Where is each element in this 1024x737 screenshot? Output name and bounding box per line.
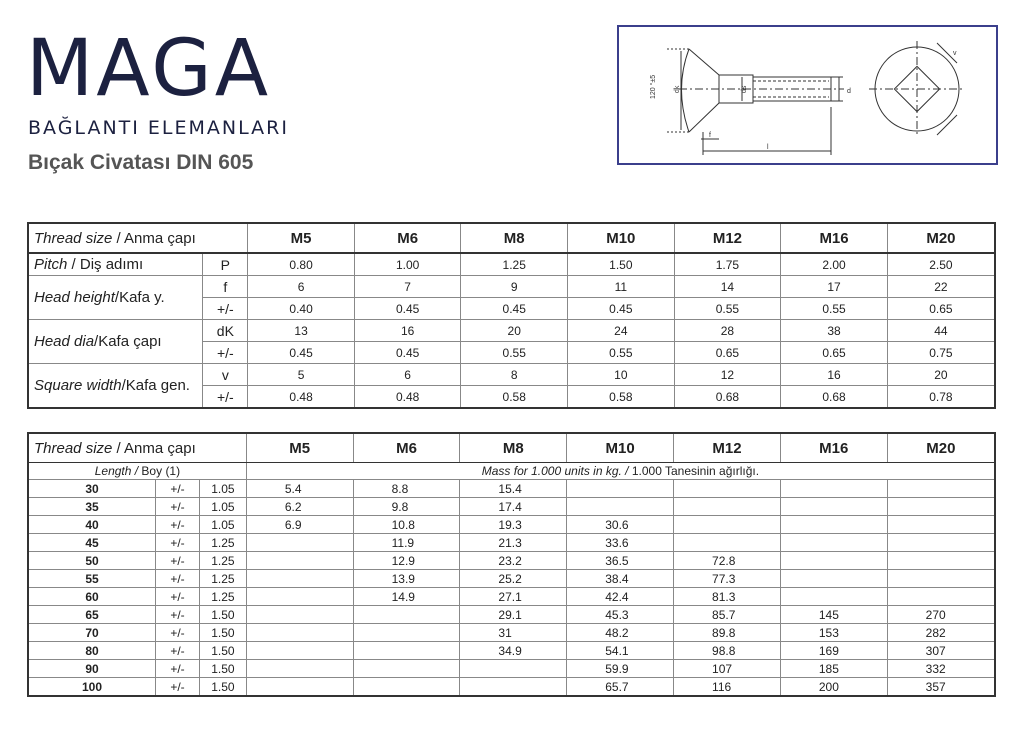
mass-cell: 72.8 xyxy=(674,552,781,570)
length-cell: 35 xyxy=(28,498,156,516)
square-width-row xyxy=(28,364,995,386)
mass-units-header: Mass for 1.000 units in kg. / 1.000 Tanesinin ağırlığı. xyxy=(246,463,995,480)
mass-cell xyxy=(887,516,995,534)
mass-row xyxy=(28,642,995,660)
tolerance-symbol: +/- xyxy=(203,386,248,409)
head-dia-row xyxy=(28,320,995,342)
mass-cell xyxy=(246,588,353,606)
tolerance-cell: 0.58 xyxy=(568,386,675,409)
pitch-row xyxy=(28,253,995,276)
head-dia-cell: 38 xyxy=(781,320,888,342)
mass-row xyxy=(28,480,995,498)
tolerance-sign-cell: +/- xyxy=(156,660,200,678)
pitch-label: Pitch / Diş adımı xyxy=(28,253,203,276)
mass-cell xyxy=(780,588,887,606)
mass-cell: 169 xyxy=(780,642,887,660)
mass-row xyxy=(28,606,995,624)
head-height-row xyxy=(28,276,995,298)
dimension-spec-table xyxy=(27,222,996,409)
tolerance-cell: 0.45 xyxy=(354,298,461,320)
tolerance-cell: 0.68 xyxy=(674,386,781,409)
size-header: M12 xyxy=(674,433,781,463)
mass-cell: 307 xyxy=(887,642,995,660)
mass-cell: 13.9 xyxy=(353,570,460,588)
tolerance-cell: 0.65 xyxy=(887,298,995,320)
mass-cell: 38.4 xyxy=(567,570,674,588)
mass-cell: 21.3 xyxy=(460,534,567,552)
mass-cell xyxy=(353,606,460,624)
head-height-cell: 14 xyxy=(674,276,781,298)
square-width-cell: 5 xyxy=(248,364,355,386)
tolerance-sign-cell: +/- xyxy=(156,678,200,697)
pitch-cell: 2.00 xyxy=(781,253,888,276)
mass-cell xyxy=(780,552,887,570)
tolerance-cell: 0.78 xyxy=(887,386,995,409)
length-tolerance-cell: 1.25 xyxy=(199,534,246,552)
mass-cell: 59.9 xyxy=(567,660,674,678)
bolt-technical-drawing xyxy=(617,25,998,165)
mass-cell xyxy=(887,480,995,498)
tolerance-cell: 0.65 xyxy=(674,342,781,364)
mass-cell: 45.3 xyxy=(567,606,674,624)
tolerance-cell: 0.48 xyxy=(354,386,461,409)
length-tolerance-cell: 1.50 xyxy=(199,678,246,697)
square-width-cell: 20 xyxy=(887,364,995,386)
tolerance-cell: 0.65 xyxy=(781,342,888,364)
mass-row xyxy=(28,516,995,534)
head-dia-cell: 13 xyxy=(248,320,355,342)
mass-cell xyxy=(780,498,887,516)
mass-cell xyxy=(353,678,460,697)
mass-cell: 11.9 xyxy=(353,534,460,552)
square-width-cell: 16 xyxy=(781,364,888,386)
size-header: M8 xyxy=(461,223,568,253)
mass-cell xyxy=(460,678,567,697)
mass-cell xyxy=(780,534,887,552)
mass-cell: 98.8 xyxy=(674,642,781,660)
tolerance-cell: 0.68 xyxy=(781,386,888,409)
mass-cell: 14.9 xyxy=(353,588,460,606)
head-dia-cell: 16 xyxy=(354,320,461,342)
size-header: M16 xyxy=(781,223,888,253)
mass-row xyxy=(28,660,995,678)
mass-cell xyxy=(246,570,353,588)
mass-cell: 23.2 xyxy=(460,552,567,570)
length-cell: 40 xyxy=(28,516,156,534)
tolerance-cell: 0.55 xyxy=(781,298,888,320)
tolerance-cell: 0.55 xyxy=(674,298,781,320)
mass-cell: 116 xyxy=(674,678,781,697)
head-height-label: Head height/Kafa y. xyxy=(28,276,203,320)
length-cell: 60 xyxy=(28,588,156,606)
head-dia-cell: 28 xyxy=(674,320,781,342)
length-cell: 70 xyxy=(28,624,156,642)
mass-cell xyxy=(887,552,995,570)
d-label: d xyxy=(847,88,851,95)
mass-cell xyxy=(567,498,674,516)
head-dia-symbol: dK xyxy=(203,320,248,342)
length-tolerance-cell: 1.50 xyxy=(199,606,246,624)
head-dia-cell: 20 xyxy=(461,320,568,342)
length-cell: 65 xyxy=(28,606,156,624)
length-tolerance-cell: 1.25 xyxy=(199,570,246,588)
length-tolerance-cell: 1.50 xyxy=(199,642,246,660)
mass-cell xyxy=(674,516,781,534)
mass-table xyxy=(27,432,996,697)
mass-cell xyxy=(353,660,460,678)
head-height-cell: 22 xyxy=(887,276,995,298)
mass-cell xyxy=(887,498,995,516)
mass-cell xyxy=(246,642,353,660)
mass-cell: 42.4 xyxy=(567,588,674,606)
tolerance-sign-cell: +/- xyxy=(156,570,200,588)
length-cell: 55 xyxy=(28,570,156,588)
head-height-cell: 6 xyxy=(248,276,355,298)
mass-row xyxy=(28,678,995,697)
mass-cell: 6.9 xyxy=(246,516,353,534)
mass-cell: 185 xyxy=(780,660,887,678)
mass-header-row xyxy=(28,433,995,463)
pitch-cell: 1.25 xyxy=(461,253,568,276)
square-width-cell: 12 xyxy=(674,364,781,386)
tolerance-cell: 0.48 xyxy=(248,386,355,409)
size-header: M8 xyxy=(460,433,567,463)
mass-cell: 25.2 xyxy=(460,570,567,588)
mass-cell xyxy=(353,624,460,642)
size-header: M12 xyxy=(674,223,781,253)
brand-logo: MAGA xyxy=(26,24,272,114)
size-header: M20 xyxy=(887,433,995,463)
length-cell: 30 xyxy=(28,480,156,498)
tolerance-sign-cell: +/- xyxy=(156,606,200,624)
mass-cell xyxy=(246,606,353,624)
mass-cell xyxy=(246,624,353,642)
v-label: v xyxy=(953,50,957,57)
length-tolerance-cell: 1.05 xyxy=(199,480,246,498)
mass-row xyxy=(28,588,995,606)
mass-cell: 107 xyxy=(674,660,781,678)
pitch-cell: 0.80 xyxy=(248,253,355,276)
mass-cell xyxy=(567,480,674,498)
length-tolerance-cell: 1.25 xyxy=(199,588,246,606)
size-header: M10 xyxy=(567,433,674,463)
mass-cell: 54.1 xyxy=(567,642,674,660)
tolerance-cell: 0.58 xyxy=(461,386,568,409)
spec-header-row xyxy=(28,223,995,253)
tolerance-cell: 0.55 xyxy=(461,342,568,364)
mass-cell: 200 xyxy=(780,678,887,697)
mass-cell: 19.3 xyxy=(460,516,567,534)
length-tolerance-cell: 1.05 xyxy=(199,516,246,534)
mass-cell: 15.4 xyxy=(460,480,567,498)
length-cell: 100 xyxy=(28,678,156,697)
mass-cell xyxy=(887,534,995,552)
tolerance-sign-cell: +/- xyxy=(156,516,200,534)
mass-row xyxy=(28,570,995,588)
thread-size-header: Thread size / Anma çapı xyxy=(28,223,248,253)
head-height-symbol: f xyxy=(203,276,248,298)
head-height-cell: 7 xyxy=(354,276,461,298)
pitch-cell: 2.50 xyxy=(887,253,995,276)
tolerance-cell: 0.45 xyxy=(248,342,355,364)
pitch-symbol: P xyxy=(203,253,248,276)
mass-cell: 30.6 xyxy=(567,516,674,534)
tolerance-cell: 0.55 xyxy=(568,342,675,364)
size-header: M16 xyxy=(780,433,887,463)
mass-cell: 282 xyxy=(887,624,995,642)
tolerance-sign-cell: +/- xyxy=(156,534,200,552)
head-dia-cell: 24 xyxy=(568,320,675,342)
thread-size-header: Thread size / Anma çapı xyxy=(28,433,246,463)
mass-cell: 6.2 xyxy=(246,498,353,516)
tolerance-cell: 0.45 xyxy=(354,342,461,364)
length-tolerance-cell: 1.05 xyxy=(199,498,246,516)
tolerance-sign-cell: +/- xyxy=(156,552,200,570)
mass-cell: 270 xyxy=(887,606,995,624)
head-height-cell: 9 xyxy=(461,276,568,298)
mass-cell: 153 xyxy=(780,624,887,642)
mass-cell: 48.2 xyxy=(567,624,674,642)
mass-cell: 89.8 xyxy=(674,624,781,642)
size-header: M20 xyxy=(887,223,995,253)
mass-cell: 36.5 xyxy=(567,552,674,570)
mass-cell xyxy=(887,588,995,606)
mass-cell: 145 xyxy=(780,606,887,624)
mass-cell: 33.6 xyxy=(567,534,674,552)
mass-cell: 9.8 xyxy=(353,498,460,516)
mass-cell: 357 xyxy=(887,678,995,697)
square-width-symbol: v xyxy=(203,364,248,386)
mass-cell: 85.7 xyxy=(674,606,781,624)
size-header: M6 xyxy=(354,223,461,253)
mass-cell: 65.7 xyxy=(567,678,674,697)
mass-cell xyxy=(674,480,781,498)
mass-cell xyxy=(246,552,353,570)
brand-subtitle: BAĞLANTI ELEMANLARI xyxy=(28,117,289,139)
mass-cell xyxy=(887,570,995,588)
head-height-cell: 11 xyxy=(568,276,675,298)
mass-cell: 31 xyxy=(460,624,567,642)
mass-cell xyxy=(353,642,460,660)
mass-cell: 10.8 xyxy=(353,516,460,534)
length-tolerance-cell: 1.50 xyxy=(199,660,246,678)
square-width-cell: 8 xyxy=(461,364,568,386)
size-header: M10 xyxy=(568,223,675,253)
tolerance-sign-cell: +/- xyxy=(156,480,200,498)
mass-row xyxy=(28,624,995,642)
mass-cell xyxy=(460,660,567,678)
mass-cell xyxy=(674,534,781,552)
mass-cell xyxy=(674,498,781,516)
mass-row xyxy=(28,498,995,516)
angle-label: 120 °±5 xyxy=(650,74,657,99)
mass-cell xyxy=(780,570,887,588)
mass-cell: 34.9 xyxy=(460,642,567,660)
mass-cell: 27.1 xyxy=(460,588,567,606)
size-header: M5 xyxy=(246,433,353,463)
length-header: Length / Boy (1) xyxy=(28,463,246,480)
tolerance-cell: 0.45 xyxy=(461,298,568,320)
ds-label: ds xyxy=(741,85,748,93)
head-height-cell: 17 xyxy=(781,276,888,298)
length-tolerance-cell: 1.50 xyxy=(199,624,246,642)
length-cell: 50 xyxy=(28,552,156,570)
mass-cell: 12.9 xyxy=(353,552,460,570)
mass-cell: 81.3 xyxy=(674,588,781,606)
length-tolerance-cell: 1.25 xyxy=(199,552,246,570)
product-title: Bıçak Civatası DIN 605 xyxy=(28,151,254,174)
mass-cell: 17.4 xyxy=(460,498,567,516)
mass-cell xyxy=(246,534,353,552)
mass-cell xyxy=(780,480,887,498)
mass-cell: 5.4 xyxy=(246,480,353,498)
square-width-cell: 6 xyxy=(354,364,461,386)
mass-subheader-row xyxy=(28,463,995,480)
tolerance-sign-cell: +/- xyxy=(156,642,200,660)
head-dia-label: Head dia/Kafa çapı xyxy=(28,320,203,364)
length-cell: 90 xyxy=(28,660,156,678)
tolerance-cell: 0.75 xyxy=(887,342,995,364)
l-label: l xyxy=(767,144,769,151)
length-cell: 45 xyxy=(28,534,156,552)
size-header: M5 xyxy=(248,223,355,253)
mass-cell xyxy=(246,660,353,678)
tolerance-sign-cell: +/- xyxy=(156,498,200,516)
dk-label: dk xyxy=(674,85,681,93)
tolerance-symbol: +/- xyxy=(203,342,248,364)
tolerance-symbol: +/- xyxy=(203,298,248,320)
size-header: M6 xyxy=(353,433,460,463)
mass-cell: 332 xyxy=(887,660,995,678)
tolerance-cell: 0.45 xyxy=(568,298,675,320)
mass-row xyxy=(28,534,995,552)
mass-cell xyxy=(246,678,353,697)
mass-cell: 29.1 xyxy=(460,606,567,624)
tolerance-sign-cell: +/- xyxy=(156,588,200,606)
tolerance-cell: 0.40 xyxy=(248,298,355,320)
square-width-cell: 10 xyxy=(568,364,675,386)
head-dia-cell: 44 xyxy=(887,320,995,342)
mass-row xyxy=(28,552,995,570)
mass-cell: 8.8 xyxy=(353,480,460,498)
length-cell: 80 xyxy=(28,642,156,660)
f-label: f xyxy=(709,132,711,139)
tolerance-sign-cell: +/- xyxy=(156,624,200,642)
square-width-label: Square width/Kafa gen. xyxy=(28,364,203,409)
pitch-cell: 1.00 xyxy=(354,253,461,276)
mass-cell: 77.3 xyxy=(674,570,781,588)
pitch-cell: 1.50 xyxy=(568,253,675,276)
pitch-cell: 1.75 xyxy=(674,253,781,276)
mass-cell xyxy=(780,516,887,534)
